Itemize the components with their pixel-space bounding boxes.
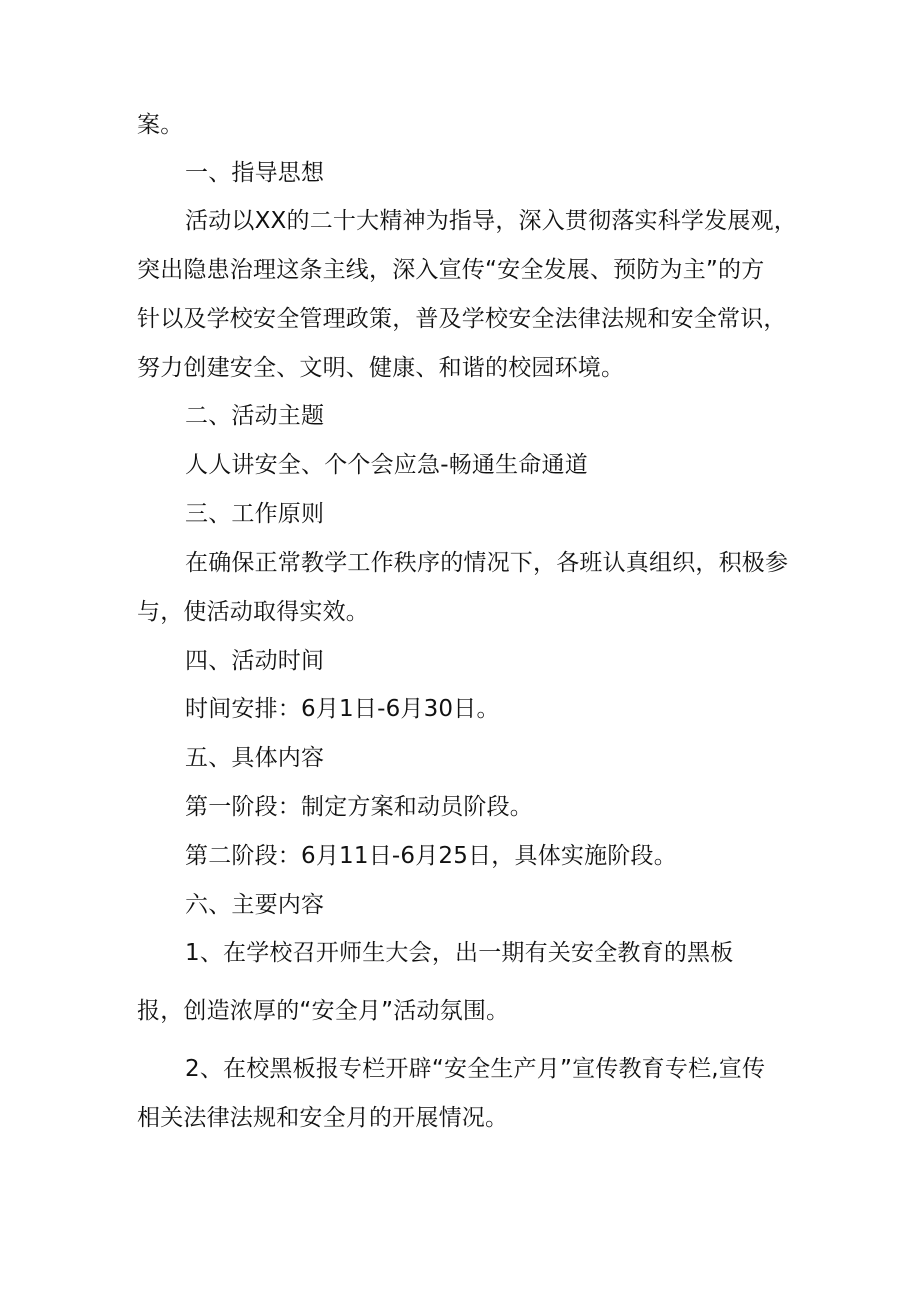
paragraph-line: 突出隐患治理这条主线，深入宣传“安全发展、预防为主”的方: [137, 257, 765, 283]
paragraph-line: 针以及学校安全管理政策，普及学校安全法律法规和安全常识，: [137, 306, 787, 332]
paragraph-line: 活动以XX的二十大精神为指导，深入贯彻落实科学发展观，: [185, 208, 797, 234]
paragraph-line: 人人讲安全、个个会应急-畅通生命通道: [185, 452, 588, 478]
paragraph-line: 努力创建安全、文明、健康、和谐的校园环境。: [137, 355, 625, 381]
text-line-continuation: 案。: [137, 112, 184, 138]
paragraph-line: 2、在校黑板报专栏开辟“安全生产月”宣传教育专栏,宣传: [185, 1056, 766, 1082]
section-heading-guiding-thought: 一、指导思想: [185, 160, 325, 186]
paragraph-line: 时间安排：6月1日-6月30日。: [185, 696, 500, 722]
section-heading-activity-time: 四、活动时间: [185, 648, 325, 674]
paragraph-line: 在确保正常教学工作秩序的情况下，各班认真组织，积极参: [185, 550, 789, 576]
paragraph-line: 相关法律法规和安全月的开展情况。: [137, 1105, 509, 1131]
paragraph-line: 第一阶段：制定方案和动员阶段。: [185, 794, 533, 820]
paragraph-line: 与，使活动取得实效。: [137, 599, 369, 625]
paragraph-line: 报，创造浓厚的“安全月”活动氛围。: [137, 998, 510, 1024]
section-heading-specific-content: 五、具体内容: [185, 745, 325, 771]
paragraph-line: 第二阶段：6月11日-6月25日，具体实施阶段。: [185, 843, 677, 869]
section-heading-activity-theme: 二、活动主题: [185, 403, 325, 429]
paragraph-line: 1、在学校召开师生大会，出一期有关安全教育的黑板: [185, 940, 734, 966]
section-heading-work-principles: 三、工作原则: [185, 501, 325, 527]
section-heading-main-content: 六、主要内容: [185, 892, 325, 918]
